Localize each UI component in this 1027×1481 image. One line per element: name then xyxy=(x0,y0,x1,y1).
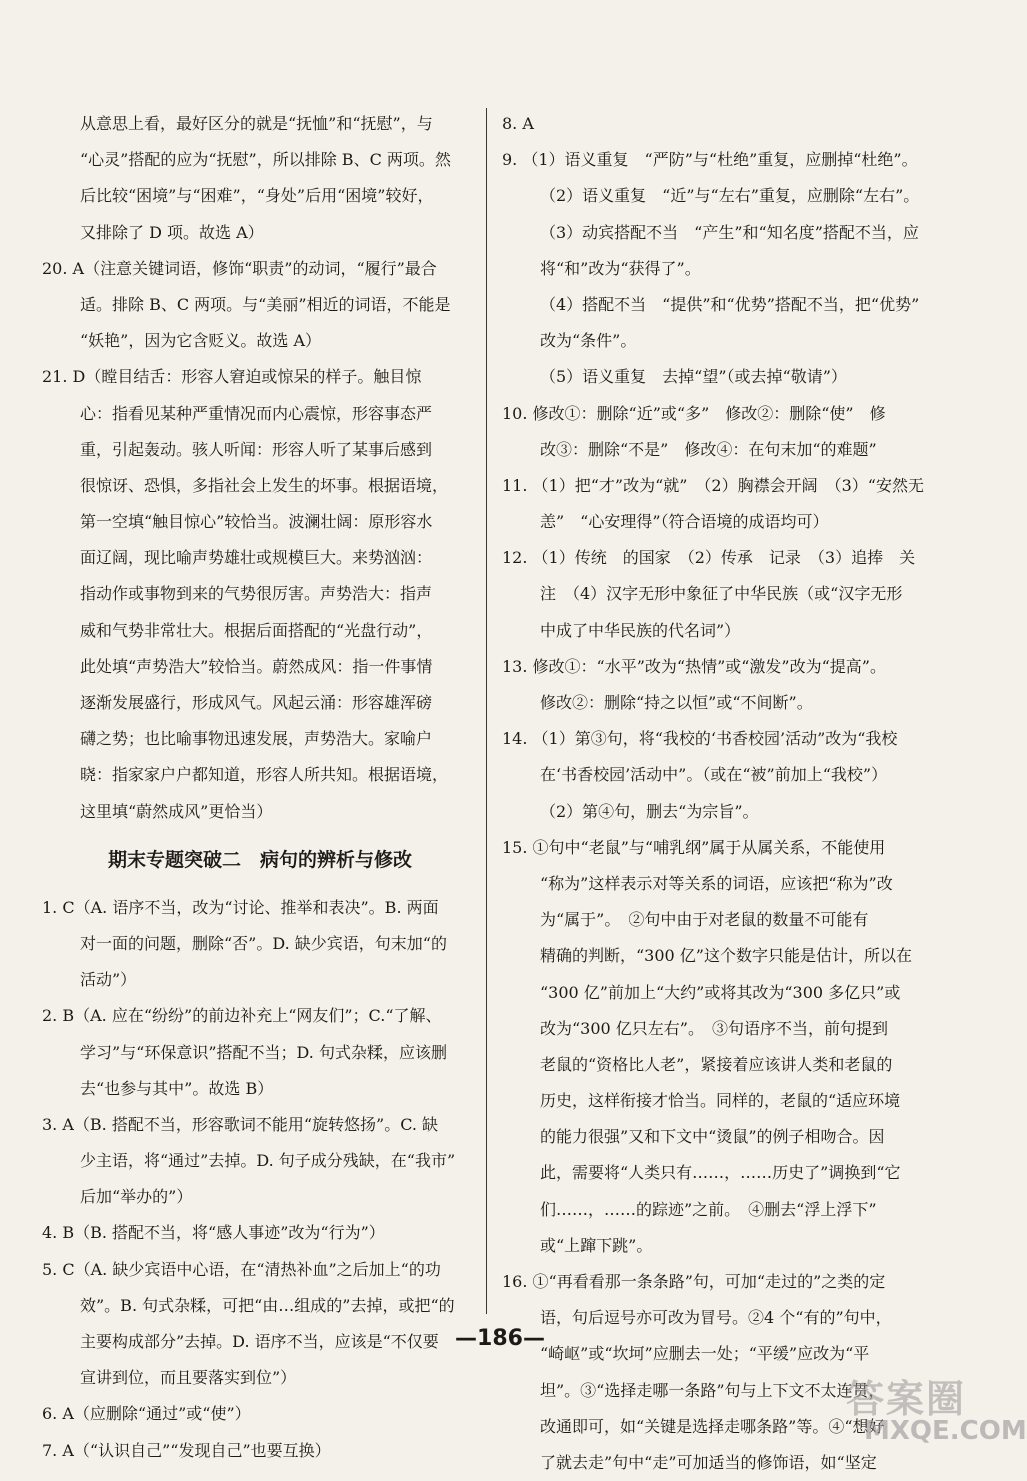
text-line: 中成了中华民族的代名词”） xyxy=(540,620,741,640)
text-line: 适。排除 B、C 两项。与“美丽”相近的词语，不能是 xyxy=(80,294,451,314)
text-line: 或“上蹿下跳”。 xyxy=(540,1235,653,1255)
text-line: “300 亿”前加上“大约”或将其改为“300 多亿只”或 xyxy=(540,982,901,1002)
text-line: 注 （4）汉字无形中象征了中华民族（或“汉字无形 xyxy=(540,584,903,604)
text-line: 10. 修改①：删除“近”或“多” 修改②：删除“使” 修 xyxy=(502,403,886,423)
text-line: 恙” “心安理得”（符合语境的成语均可） xyxy=(540,512,829,532)
text-line: 语，句后逗号亦可改为冒号。②4 个“有的”句中， xyxy=(540,1308,892,1328)
left-column xyxy=(42,106,472,1469)
section-title: 期末专题突破二 病句的辨析与修改 xyxy=(108,848,413,871)
right-column xyxy=(502,106,922,1481)
text-line: 很惊讶、恐惧，多指社会上发生的坏事。根据语境， xyxy=(80,475,449,495)
text-line: 学习”与“环保意识”搭配不当；D. 句式杂糅，应该删 xyxy=(80,1042,447,1062)
text-line: 指动作或事物到来的气势很厉害。声势浩大：指声 xyxy=(80,584,433,604)
text-line: “心灵”搭配的应为“抚慰”，所以排除 B、C 两项。然 xyxy=(80,150,451,170)
text-line: 心：指看见某种严重情况而内心震惊，形容事态严 xyxy=(80,403,433,423)
text-line: 第一空填“触目惊心”较恰当。波澜壮阔：原形容水 xyxy=(80,512,433,532)
text-line: 1. C（A. 语序不当，改为“讨论、推举和表决”。B. 两面 xyxy=(42,897,439,917)
watermark xyxy=(846,1368,1027,1452)
text-line: 6. A（应删除“通过”或“使”） xyxy=(42,1404,251,1424)
text-line: 在‘书香校园’活动中”。（或在“被”前加上“我校”） xyxy=(540,765,888,785)
text-line: 晓：指家家户户都知道，形容人所共知。根据语境， xyxy=(80,765,449,785)
text-line: 去“也参与其中”。故选 B） xyxy=(80,1078,274,1098)
text-line: 改为“条件”。 xyxy=(540,331,637,351)
text-line: 的能力很强”又和下文中“烫鼠”的例子相吻合。因 xyxy=(540,1127,885,1147)
text-line: 主要构成部分”去掉。D. 语序不当，应该是“不仅要 xyxy=(80,1332,439,1351)
text-line: 活动”） xyxy=(80,970,137,990)
text-line: 修改②：删除“持之以恒”或“不间断”。 xyxy=(540,693,813,712)
text-line: 16. ①“再看看那一条条路”句，可加“走过的”之类的定 xyxy=(502,1272,886,1291)
text-line: （5）语义重复 去掉“望”（或去掉“敬请”） xyxy=(540,367,847,387)
text-line: 效”。B. 句式杂糅，可把“由…组成的”去掉，或把“的 xyxy=(80,1295,455,1315)
text-line: 4. B（B. 搭配不当，将“感人事迹”改为“行为”） xyxy=(42,1223,385,1243)
text-line: （2）语义重复 “近”与“左右”重复，应删除“左右”。 xyxy=(540,186,920,206)
text-line: 11. （1）把“才”改为“就” （2）胸襟会开阔 （3）“安然无 xyxy=(502,475,924,495)
text-line: （3）动宾搭配不当 “产生”和“知名度”搭配不当，应 xyxy=(540,222,919,242)
text-line: 为“属于”。 ②句中由于对老鼠的数量不可能有 xyxy=(540,910,869,930)
text-line: 后比较“困境”与“困难”，“身处”后用“困境”较好， xyxy=(80,186,434,206)
text-line: 将“和”改为“获得了”。 xyxy=(540,258,701,278)
text-line: 了就去走”句中“走”可加适当的修饰语，如“坚定 xyxy=(540,1452,877,1472)
column-divider xyxy=(486,108,487,1314)
text-line: 9. （1）语义重复 “严防”与“杜绝”重复，应删掉“杜绝”。 xyxy=(502,150,918,170)
text-line: 老鼠的“资格比人老”，紧接着应该讲人类和老鼠的 xyxy=(540,1054,893,1074)
text-line: 少主语，将“通过”去掉。D. 句子成分残缺，在“我市” xyxy=(80,1151,456,1171)
text-line: 精确的判断，“300 亿”这个数字只能是估计，所以在 xyxy=(540,946,912,966)
text-line: 改为“300 亿只左右”。 ③句语序不当，前句提到 xyxy=(540,1018,888,1038)
text-line: （4）搭配不当 “提供”和“优势”搭配不当，把“优势” xyxy=(540,294,920,314)
text-line: 从意思上看，最好区分的就是“抚恤”和“抚慰”，与 xyxy=(80,114,433,133)
text-line: 重，引起轰动。骇人听闻：形容人听了某事后感到 xyxy=(80,439,433,459)
text-line: 改通即可，如“关键是选择走哪条路”等。④“想好 xyxy=(540,1416,885,1436)
text-line: 宣讲到位，而且要落实到位”） xyxy=(80,1368,297,1388)
text-line: 们……，……的踪迹”之前。 ④删去“浮上浮下” xyxy=(540,1199,877,1219)
text-line: 2. B（A. 应在“纷纷”的前边补充上“网友们”；C.“了解、 xyxy=(42,1006,442,1026)
text-line: 此处填“声势浩大”较恰当。蔚然成风：指一件事情 xyxy=(80,656,433,676)
text-line: 这里填“蔚然成风”更恰当） xyxy=(80,801,273,821)
text-line: 3. A（B. 搭配不当，形容歌词不能用“旋转悠扬”。C. 缺 xyxy=(42,1114,439,1134)
text-line: 14. （1）第③句，将“我校的‘书香校园’活动”改为“我校 xyxy=(502,729,898,749)
page-number: —186— xyxy=(455,1326,545,1351)
watermark-logo: 答案圈 xyxy=(846,1377,967,1421)
left-lines-top xyxy=(42,106,472,830)
text-line: 威和气势非常壮大。根据后面搭配的“光盘行动”， xyxy=(80,620,433,640)
text-line: 15. ①句中“老鼠”与“哺乳纲”属于从属关系，不能使用 xyxy=(502,837,886,857)
text-line: 对一面的问题，删除“否”。D. 缺少宾语，句末加“的 xyxy=(80,933,447,953)
text-line: “妖艳”，因为它含贬义。故选 A） xyxy=(80,331,322,351)
text-line: “称为”这样表示对等关系的词语，应该把“称为”改 xyxy=(540,873,893,893)
text-line: 又排除了 D 项。故选 A） xyxy=(80,222,264,242)
text-line: “崎岖”或“坎坷”应删去一处；“平缓”应改为“平 xyxy=(540,1344,870,1364)
text-line: 改③：删除“不是” 修改④：在句末加“的难题” xyxy=(540,439,877,459)
text-line: 逐渐发展盛行，形成风气。风起云涌：形容雄浑磅 xyxy=(80,693,433,712)
text-line: 13. 修改①：“水平”改为“热情”或“激发”改为“提高”。 xyxy=(502,656,886,676)
text-line: 此，需要将“人类只有……，……历史了”调换到“它 xyxy=(540,1163,901,1183)
text-line: 礴之势；也比喻事物迅速发展，声势浩大。家喻户 xyxy=(80,729,433,749)
text-line: 7. A（“认识自己”“发现自己”也要互换） xyxy=(42,1440,331,1460)
text-line: 5. C（A. 缺少宾语中心语，在“清热补血”之后加上“的功 xyxy=(42,1259,441,1279)
text-line: 20. A（注意关键词语，修饰“职责”的动词，“履行”最合 xyxy=(42,258,437,278)
left-lines-bottom xyxy=(42,890,472,1469)
text-line: 后加“举办的”） xyxy=(80,1187,193,1207)
text-line: （2）第④句，删去“为宗旨”。 xyxy=(540,801,759,821)
text-line: 面辽阔，现比喻声势雄壮或规模巨大。来势汹汹： xyxy=(80,548,433,568)
text-line: 21. D（瞠目结舌：形容人窘迫或惊呆的样子。触目惊 xyxy=(42,367,422,387)
watermark-url: MXQE.COM xyxy=(864,1416,1027,1446)
text-line: 8. A xyxy=(502,114,534,133)
text-line: 历史，这样衔接才恰当。同样的，老鼠的“适应环境 xyxy=(540,1091,901,1111)
text-line: 12. （1）传统 的国家 （2）传承 记录 （3）追捧 关 xyxy=(502,548,916,568)
text-line: 坦”。③“选择走哪一条路”句与上下文不太连贯， xyxy=(540,1380,885,1400)
